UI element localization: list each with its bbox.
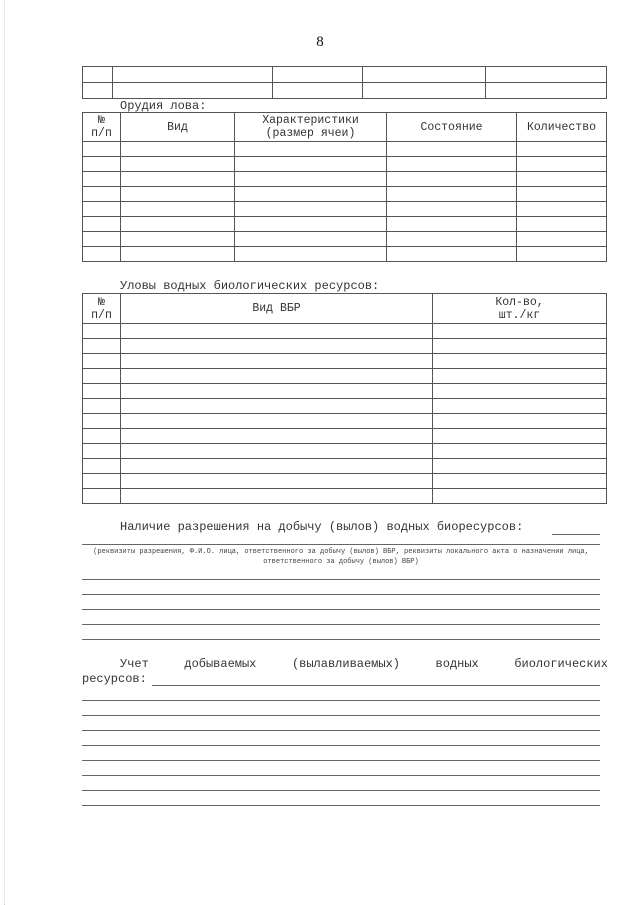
table-cell (121, 232, 235, 247)
table-cell (121, 369, 433, 384)
table-cell (486, 67, 607, 83)
blank-line (82, 624, 600, 625)
col-header-condition: Состояние (387, 113, 517, 142)
table-cell (433, 489, 607, 504)
table-cell (235, 232, 387, 247)
table-cell (121, 354, 433, 369)
table-cell (121, 339, 433, 354)
col-header-species: Вид ВБР (121, 294, 433, 324)
table-cell (433, 399, 607, 414)
table-cell (121, 172, 235, 187)
table-cell (121, 414, 433, 429)
gear-table (82, 112, 607, 262)
table-row (83, 157, 607, 172)
table-cell (83, 324, 121, 339)
table-cell (83, 429, 121, 444)
table-cell (433, 384, 607, 399)
catch-table-header (83, 294, 607, 324)
table-cell (83, 354, 121, 369)
table-row (83, 217, 607, 232)
page-number: 8 (316, 34, 324, 50)
table-row (83, 172, 607, 187)
table-cell (433, 324, 607, 339)
table-row (83, 459, 607, 474)
table-row (83, 474, 607, 489)
gear-table-header (83, 113, 607, 142)
table-cell (83, 339, 121, 354)
table-cell (235, 217, 387, 232)
table-cell (433, 369, 607, 384)
table-cell (486, 83, 607, 99)
table-cell (121, 187, 235, 202)
table-cell (83, 202, 121, 217)
permit-label: Наличие разрешения на добычу (вылов) водных биоресурсов: (120, 520, 524, 534)
table-row (83, 399, 607, 414)
table-cell (83, 217, 121, 232)
blank-line (82, 805, 600, 806)
table-cell (121, 489, 433, 504)
table-cell (387, 247, 517, 262)
table-row (83, 324, 607, 339)
table-cell (433, 414, 607, 429)
table-cell (83, 232, 121, 247)
col-header-amount: Кол-во, шт./кг (433, 294, 607, 324)
blank-line (82, 579, 600, 580)
table-cell (387, 232, 517, 247)
catch-section-title: Уловы водных биологических ресурсов: (120, 279, 380, 293)
table-cell (83, 142, 121, 157)
table-cell (235, 157, 387, 172)
table-cell (235, 142, 387, 157)
table-cell (235, 172, 387, 187)
col-header-number: № п/п (83, 113, 121, 142)
table-row (83, 489, 607, 504)
accounting-label-word: биологических (514, 657, 608, 671)
table-cell (387, 157, 517, 172)
blank-line (82, 745, 600, 746)
col-header-number: № п/п (83, 294, 121, 324)
table-row (83, 354, 607, 369)
table-cell (273, 67, 363, 83)
table-row (83, 187, 607, 202)
table-cell (83, 444, 121, 459)
table-row (83, 67, 607, 83)
table-cell (83, 157, 121, 172)
blank-line (82, 609, 600, 610)
table-cell (517, 172, 607, 187)
table-cell (83, 247, 121, 262)
permit-line (82, 544, 600, 545)
table-cell (235, 187, 387, 202)
table-cell (121, 157, 235, 172)
col-header-type: Вид (121, 113, 235, 142)
table-cell (433, 429, 607, 444)
table-row (83, 444, 607, 459)
table-row (83, 429, 607, 444)
table-cell (83, 489, 121, 504)
blank-line (82, 639, 600, 640)
blank-line (82, 700, 600, 701)
table-cell (113, 83, 273, 99)
table-cell (517, 142, 607, 157)
table-cell (83, 474, 121, 489)
accounting-fill-line (152, 685, 600, 686)
table-cell (387, 217, 517, 232)
table-cell (121, 247, 235, 262)
table-cell (235, 247, 387, 262)
table-cell (433, 444, 607, 459)
continuation-table (82, 66, 607, 99)
table-row (83, 339, 607, 354)
blank-line (82, 790, 600, 791)
table-cell (235, 202, 387, 217)
table-cell (387, 172, 517, 187)
gear-table-body (83, 142, 607, 262)
table-cell (83, 369, 121, 384)
table-cell (433, 354, 607, 369)
accounting-label-word: Учет (120, 657, 149, 671)
col-header-quantity: Количество (517, 113, 607, 142)
table-cell (83, 187, 121, 202)
accounting-label-word: водных (435, 657, 479, 671)
blank-line (82, 760, 600, 761)
table-cell (121, 142, 235, 157)
table-cell (517, 217, 607, 232)
accounting-label-line1 (120, 657, 608, 671)
table-cell (121, 384, 433, 399)
accounting-label-word: добываемых (184, 657, 257, 671)
table-cell (517, 232, 607, 247)
blank-line (82, 775, 600, 776)
table-cell (363, 83, 486, 99)
col-header-characteristics: Характеристики (размер ячеи) (235, 113, 387, 142)
table-row (83, 232, 607, 247)
table-cell (121, 217, 235, 232)
table-cell (121, 324, 433, 339)
table-cell (363, 67, 486, 83)
table-cell (517, 187, 607, 202)
table-cell (121, 399, 433, 414)
table-cell (83, 384, 121, 399)
table-cell (387, 187, 517, 202)
blank-line (82, 594, 600, 595)
table-row (83, 83, 607, 99)
table-cell (433, 339, 607, 354)
blank-line (82, 730, 600, 731)
table-cell (517, 247, 607, 262)
table-cell (387, 142, 517, 157)
table-row (83, 142, 607, 157)
table-cell (83, 414, 121, 429)
scan-left-edge (4, 0, 8, 905)
table-cell (121, 429, 433, 444)
accounting-label-line2: ресурсов: (82, 672, 147, 686)
table-row (83, 384, 607, 399)
table-cell (121, 444, 433, 459)
table-cell (83, 399, 121, 414)
table-cell (387, 202, 517, 217)
table-row (83, 202, 607, 217)
table-cell (517, 202, 607, 217)
catch-table-body (83, 324, 607, 504)
table-cell (433, 459, 607, 474)
table-cell (83, 83, 113, 99)
blank-line (82, 715, 600, 716)
table-cell (121, 474, 433, 489)
table-cell (83, 172, 121, 187)
table-cell (121, 202, 235, 217)
gear-section-title: Орудия лова: (120, 99, 207, 113)
table-cell (121, 459, 433, 474)
table-row (83, 414, 607, 429)
permit-fill-line (552, 534, 600, 535)
catch-table (82, 293, 607, 504)
table-row (83, 369, 607, 384)
table-cell (113, 67, 273, 83)
table-cell (83, 67, 113, 83)
table-cell (273, 83, 363, 99)
table-row (83, 247, 607, 262)
table-cell (517, 157, 607, 172)
table-cell (83, 459, 121, 474)
accounting-label-word: (вылавливаемых) (291, 657, 400, 671)
permit-note: (реквизиты разрешения, Ф.И.О. лица, ответственного за добычу (вылов) ВБР, реквизиты локального акта о назначении лица, ответственного за добычу (вылов) ВБР) (93, 548, 589, 566)
table-cell (433, 474, 607, 489)
